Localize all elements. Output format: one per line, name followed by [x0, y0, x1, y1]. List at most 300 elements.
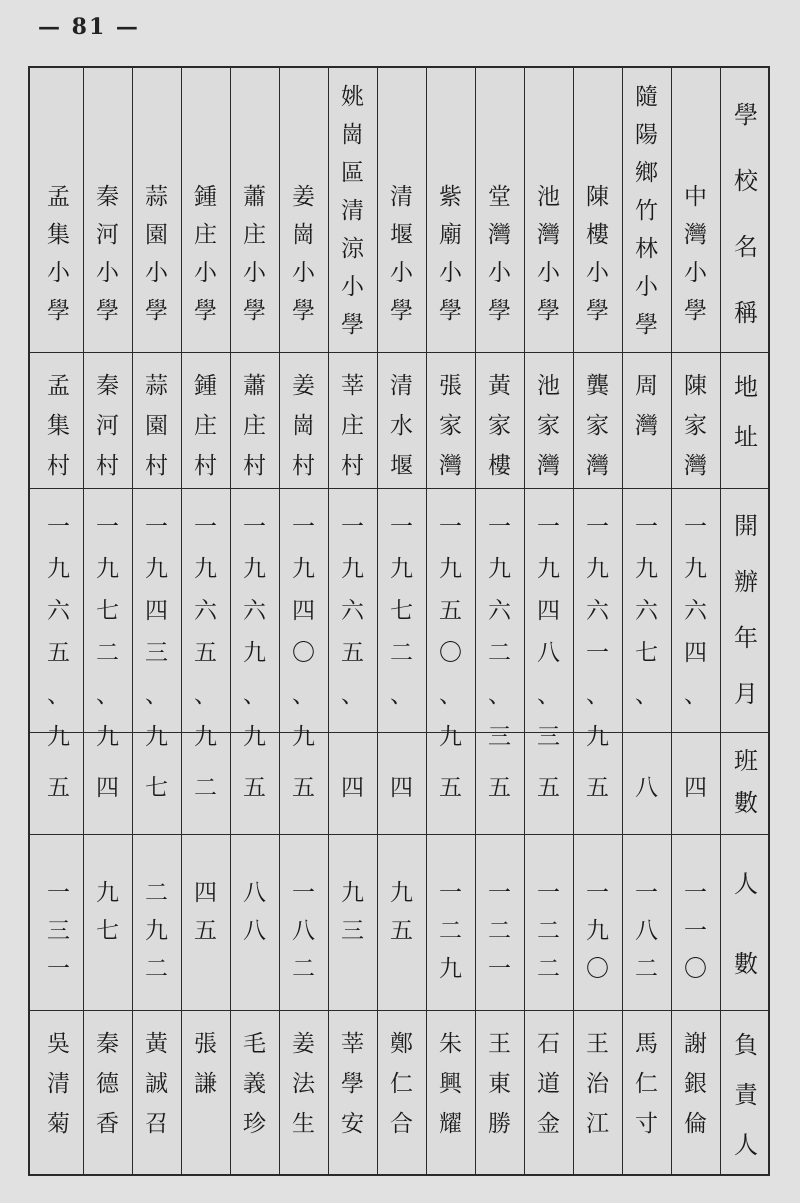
header-char: 數 [734, 950, 758, 978]
students-cell-char: 八 [243, 880, 266, 906]
header-char: 月 [734, 680, 758, 708]
founded-cell-char: 五 [194, 640, 217, 666]
founded-cell-char: 、 [341, 682, 364, 708]
head-cell-char: 黃 [145, 1031, 168, 1057]
students-cell-char: 二 [145, 880, 168, 906]
header-char: 年 [734, 624, 758, 652]
header-char: 稱 [734, 299, 758, 327]
students-cell-char: 一 [684, 880, 707, 906]
address-cell-char: 集 [47, 413, 70, 439]
head-cell [132, 1010, 181, 1178]
students-cell [279, 834, 328, 1010]
founded-cell-char: 四 [145, 598, 168, 624]
header-head [720, 1010, 772, 1178]
founded-cell-char: 五 [341, 640, 364, 666]
name-cell [377, 68, 426, 352]
name-cell-char: 崗 [292, 222, 315, 248]
students-cell-char: 九 [341, 880, 364, 906]
founded-cell-char: 九 [390, 556, 413, 582]
name-cell-char: 學 [243, 298, 266, 324]
address-cell-char: 張 [439, 373, 462, 399]
founded-cell-char: 、 [488, 682, 511, 708]
founded-cell-char: 四 [537, 598, 560, 624]
head-cell-char: 治 [586, 1071, 609, 1097]
address-cell [573, 352, 622, 488]
name-cell-char: 竹 [635, 198, 658, 224]
address-cell [426, 352, 475, 488]
founded-cell-char: 六 [488, 598, 511, 624]
name-cell-char: 林 [635, 236, 658, 262]
founded-cell-char: 一 [635, 514, 658, 540]
founded-cell [328, 488, 377, 732]
name-cell-char: 小 [488, 260, 511, 286]
founded-cell-char: 、 [194, 682, 217, 708]
address-cell [671, 352, 720, 488]
address-cell-char: 家 [537, 413, 560, 439]
address-cell-char: 莘 [341, 373, 364, 399]
founded-cell-char: 一 [96, 514, 119, 540]
name-cell-char: 樓 [586, 222, 609, 248]
founded-cell-char: 六 [47, 598, 70, 624]
header-char: 人 [734, 870, 758, 898]
name-cell-char: 學 [341, 312, 364, 338]
name-cell-char: 學 [96, 298, 119, 324]
classes-cell [671, 732, 720, 834]
head-cell-char: 東 [488, 1071, 511, 1097]
founded-cell-char: 〇 [439, 640, 462, 666]
head-cell [230, 1010, 279, 1178]
classes-cell-char: 五 [292, 775, 315, 801]
head-cell-char: 合 [390, 1111, 413, 1137]
founded-cell-char: 九 [439, 556, 462, 582]
header-name [720, 68, 772, 352]
classes-cell-char: 二 [194, 775, 217, 801]
address-cell [34, 352, 83, 488]
address-cell-char: 秦 [96, 373, 119, 399]
name-cell-char: 集 [47, 222, 70, 248]
students-cell-char: 四 [194, 880, 217, 906]
founded-cell-char: 二 [488, 640, 511, 666]
students-cell-char: 二 [145, 956, 168, 982]
founded-cell-char: 六 [635, 598, 658, 624]
students-cell-char: 九 [439, 956, 462, 982]
head-cell-char: 吳 [47, 1031, 70, 1057]
address-cell-char: 孟 [47, 373, 70, 399]
address-cell-char: 灣 [635, 413, 658, 439]
header-char: 人 [734, 1131, 758, 1159]
founded-cell-char: 四 [292, 598, 315, 624]
students-cell-char: 一 [684, 918, 707, 944]
founded-cell-char: 六 [586, 598, 609, 624]
head-cell-char: 興 [439, 1071, 462, 1097]
head-cell-char: 香 [96, 1111, 119, 1137]
header-char: 開 [734, 512, 758, 540]
students-cell-char: 三 [47, 918, 70, 944]
founded-cell-char: 九 [145, 556, 168, 582]
address-cell [181, 352, 230, 488]
name-cell-char: 小 [439, 260, 462, 286]
classes-cell [524, 732, 573, 834]
name-cell-char: 鍾 [194, 184, 217, 210]
students-cell [34, 834, 83, 1010]
students-cell-char: 八 [635, 918, 658, 944]
students-cell-char: 一 [635, 880, 658, 906]
founded-cell-char: 九 [292, 556, 315, 582]
classes-cell [83, 732, 132, 834]
founded-cell-char: 七 [390, 598, 413, 624]
founded-cell-char: 一 [292, 514, 315, 540]
address-cell-char: 堰 [390, 453, 413, 479]
address-cell-char: 河 [96, 413, 119, 439]
name-cell-char: 學 [635, 312, 658, 338]
name-cell-char: 清 [341, 198, 364, 224]
header-char: 責 [734, 1081, 758, 1109]
founded-cell [622, 488, 671, 732]
founded-cell-char: 二 [390, 640, 413, 666]
address-cell-char: 蕭 [243, 373, 266, 399]
name-cell-char: 鄉 [635, 160, 658, 186]
name-cell-char: 蕭 [243, 184, 266, 210]
founded-cell-char: 九 [243, 556, 266, 582]
founded-cell-char: 〇 [292, 640, 315, 666]
head-cell-char: 王 [488, 1031, 511, 1057]
name-cell [573, 68, 622, 352]
founded-cell-char: 五 [439, 598, 462, 624]
address-cell-char: 崗 [292, 413, 315, 439]
name-cell-char: 學 [537, 298, 560, 324]
students-cell-char: 五 [390, 918, 413, 944]
students-cell-char: 二 [635, 956, 658, 982]
founded-cell-char: 九 [243, 724, 266, 750]
name-cell-char: 涼 [341, 236, 364, 262]
students-cell-char: 一 [488, 880, 511, 906]
name-cell-char: 小 [243, 260, 266, 286]
founded-cell-char: 一 [488, 514, 511, 540]
address-cell [83, 352, 132, 488]
header-char: 校 [734, 167, 758, 195]
header-char: 名 [734, 233, 758, 261]
head-cell-char: 道 [537, 1071, 560, 1097]
address-cell-char: 庄 [194, 413, 217, 439]
classes-cell-char: 四 [96, 775, 119, 801]
students-cell-char: 一 [537, 880, 560, 906]
address-cell-char: 庄 [243, 413, 266, 439]
founded-cell-char: 一 [586, 640, 609, 666]
founded-cell-char: 、 [439, 682, 462, 708]
classes-cell-char: 四 [390, 775, 413, 801]
students-cell-char: 二 [537, 956, 560, 982]
head-cell-char: 菊 [47, 1111, 70, 1137]
students-cell-char: 二 [537, 918, 560, 944]
head-cell-char: 銀 [684, 1071, 707, 1097]
students-cell-char: 〇 [586, 956, 609, 982]
head-cell-char: 倫 [684, 1111, 707, 1137]
head-cell [34, 1010, 83, 1178]
classes-cell-char: 七 [145, 775, 168, 801]
name-cell [132, 68, 181, 352]
name-cell-char: 小 [684, 260, 707, 286]
head-cell-char: 寸 [635, 1111, 658, 1137]
address-cell-char: 村 [47, 453, 70, 479]
head-cell [524, 1010, 573, 1178]
name-cell-char: 小 [47, 260, 70, 286]
head-cell [475, 1010, 524, 1178]
founded-cell-char: 、 [586, 682, 609, 708]
address-cell-char: 灣 [586, 453, 609, 479]
address-cell-char: 村 [292, 453, 315, 479]
founded-cell-char: 一 [586, 514, 609, 540]
header-char: 址 [734, 423, 758, 451]
founded-cell-char: 一 [243, 514, 266, 540]
founded-cell-char: 七 [635, 640, 658, 666]
students-cell-char: 一 [292, 880, 315, 906]
header-char: 辦 [734, 568, 758, 596]
address-cell [524, 352, 573, 488]
name-cell-char: 隨 [635, 84, 658, 110]
head-cell-char: 德 [96, 1071, 119, 1097]
name-cell-char: 灣 [488, 222, 511, 248]
classes-cell-char: 五 [488, 775, 511, 801]
name-cell-char: 小 [390, 260, 413, 286]
address-cell [279, 352, 328, 488]
page-number: — 81 — [38, 14, 140, 40]
name-cell [83, 68, 132, 352]
classes-cell-char: 五 [243, 775, 266, 801]
head-cell-char: 王 [586, 1031, 609, 1057]
founded-cell [230, 488, 279, 750]
classes-cell-char: 八 [635, 775, 658, 801]
address-cell-char: 清 [390, 373, 413, 399]
name-cell-char: 中 [684, 184, 707, 210]
address-cell-char: 水 [390, 413, 413, 439]
students-cell-char: 八 [243, 918, 266, 944]
founded-cell [83, 488, 132, 750]
students-cell [426, 834, 475, 1010]
students-cell [475, 834, 524, 1010]
founded-cell-char: 、 [635, 682, 658, 708]
address-cell-char: 蒜 [145, 373, 168, 399]
classes-cell [426, 732, 475, 834]
name-cell-char: 園 [145, 222, 168, 248]
students-cell-char: 三 [341, 918, 364, 944]
name-cell-char: 小 [145, 260, 168, 286]
students-cell-char: 二 [488, 918, 511, 944]
founded-cell-char: 、 [47, 682, 70, 708]
head-cell-char: 金 [537, 1111, 560, 1137]
name-cell [671, 68, 720, 352]
head-cell-char: 學 [341, 1071, 364, 1097]
founded-cell [475, 488, 524, 750]
head-cell-char: 生 [292, 1111, 315, 1137]
address-cell-char: 家 [439, 413, 462, 439]
students-cell-char: 一 [488, 956, 511, 982]
name-cell-char: 庄 [194, 222, 217, 248]
head-cell-char: 張 [194, 1031, 217, 1057]
head-cell-char: 耀 [439, 1111, 462, 1137]
name-cell-char: 廟 [439, 222, 462, 248]
head-cell-char: 勝 [488, 1111, 511, 1137]
name-cell-char: 學 [390, 298, 413, 324]
classes-cell [230, 732, 279, 834]
classes-cell-char: 五 [47, 775, 70, 801]
founded-cell-char: 、 [390, 682, 413, 708]
head-cell-char: 清 [47, 1071, 70, 1097]
students-cell-char: 一 [47, 880, 70, 906]
name-cell [622, 68, 671, 352]
address-cell-char: 周 [635, 373, 658, 399]
name-cell-char: 灣 [684, 222, 707, 248]
address-cell-char: 黃 [488, 373, 511, 399]
head-cell [671, 1010, 720, 1178]
name-cell [426, 68, 475, 352]
students-cell-char: 二 [292, 956, 315, 982]
name-cell-char: 河 [96, 222, 119, 248]
founded-cell-char: 、 [292, 682, 315, 708]
name-cell-char: 姜 [292, 184, 315, 210]
head-cell-char: 仁 [635, 1071, 658, 1097]
students-cell-char: 七 [96, 918, 119, 944]
head-cell-char: 江 [586, 1111, 609, 1137]
founded-cell-char: 一 [145, 514, 168, 540]
founded-cell-char: 七 [96, 598, 119, 624]
founded-cell-char: 一 [194, 514, 217, 540]
founded-cell-char: 、 [537, 682, 560, 708]
classes-cell-char: 五 [537, 775, 560, 801]
founded-cell-char: 六 [684, 598, 707, 624]
head-cell-char: 毛 [243, 1031, 266, 1057]
head-cell-char: 秦 [96, 1031, 119, 1057]
founded-cell [573, 488, 622, 750]
name-cell-char: 學 [488, 298, 511, 324]
classes-cell [377, 732, 426, 834]
students-cell-char: 一 [47, 956, 70, 982]
name-cell-char: 陽 [635, 122, 658, 148]
header-char: 負 [734, 1031, 758, 1059]
classes-cell [279, 732, 328, 834]
head-cell [377, 1010, 426, 1178]
students-cell [671, 834, 720, 1010]
name-cell-char: 陳 [586, 184, 609, 210]
founded-cell-char: 、 [684, 682, 707, 708]
head-cell-char: 法 [292, 1071, 315, 1097]
name-cell [279, 68, 328, 352]
header-char: 地 [734, 373, 758, 401]
classes-cell-char: 四 [684, 775, 707, 801]
classes-cell [573, 732, 622, 834]
students-cell [230, 834, 279, 1010]
founded-cell-char: 一 [439, 514, 462, 540]
founded-cell-char: 八 [537, 640, 560, 666]
students-cell [377, 834, 426, 1010]
students-cell [181, 834, 230, 1010]
founded-cell-char: 九 [194, 556, 217, 582]
founded-cell-char: 二 [96, 640, 119, 666]
head-cell-char: 謙 [194, 1071, 217, 1097]
address-cell-char: 家 [684, 413, 707, 439]
address-cell-char: 家 [488, 413, 511, 439]
classes-cell [328, 732, 377, 834]
founded-cell-char: 九 [47, 724, 70, 750]
name-cell [34, 68, 83, 352]
name-cell [328, 68, 377, 352]
name-cell-char: 區 [341, 160, 364, 186]
students-cell [524, 834, 573, 1010]
header-char: 數 [734, 789, 758, 817]
head-cell-char: 珍 [243, 1111, 266, 1137]
founded-cell-char: 九 [586, 556, 609, 582]
name-cell-char: 學 [145, 298, 168, 324]
head-cell [279, 1010, 328, 1178]
founded-cell-char: 一 [390, 514, 413, 540]
name-cell-char: 紫 [439, 184, 462, 210]
founded-cell [132, 488, 181, 750]
address-cell [622, 352, 671, 488]
founded-cell-char: 九 [684, 556, 707, 582]
address-cell-char: 龔 [586, 373, 609, 399]
name-cell [475, 68, 524, 352]
head-cell [622, 1010, 671, 1178]
name-cell-char: 堰 [390, 222, 413, 248]
name-cell-char: 秦 [96, 184, 119, 210]
name-cell-char: 蒜 [145, 184, 168, 210]
students-cell-char: 九 [145, 918, 168, 944]
founded-cell-char: 九 [292, 724, 315, 750]
students-cell [622, 834, 671, 1010]
name-cell [181, 68, 230, 352]
address-cell-char: 村 [194, 453, 217, 479]
founded-cell-char: 三 [488, 724, 511, 750]
founded-cell-char: 一 [684, 514, 707, 540]
founded-cell-char: 六 [341, 598, 364, 624]
head-cell-char: 石 [537, 1031, 560, 1057]
name-cell-char: 池 [537, 184, 560, 210]
head-cell [573, 1010, 622, 1178]
founded-cell-char: 九 [194, 724, 217, 750]
address-cell-char: 村 [243, 453, 266, 479]
header-students [720, 834, 772, 1010]
address-cell [230, 352, 279, 488]
address-cell-char: 灣 [537, 453, 560, 479]
address-cell-char: 灣 [439, 453, 462, 479]
address-cell-char: 村 [341, 453, 364, 479]
founded-cell-char: 九 [341, 556, 364, 582]
address-cell-char: 庄 [341, 413, 364, 439]
address-cell-char: 園 [145, 413, 168, 439]
head-cell-char: 誠 [145, 1071, 168, 1097]
founded-cell [524, 488, 573, 750]
name-cell-char: 小 [586, 260, 609, 286]
name-cell-char: 學 [684, 298, 707, 324]
name-cell-char: 姚 [341, 84, 364, 110]
name-cell [230, 68, 279, 352]
students-cell-char: 五 [194, 918, 217, 944]
founded-cell-char: 六 [243, 598, 266, 624]
founded-cell-char: 九 [96, 556, 119, 582]
founded-cell [426, 488, 475, 750]
name-cell-char: 學 [439, 298, 462, 324]
founded-cell [377, 488, 426, 732]
head-cell-char: 召 [145, 1111, 168, 1137]
name-cell-char: 小 [537, 260, 560, 286]
address-cell-char: 鍾 [194, 373, 217, 399]
classes-cell [181, 732, 230, 834]
name-cell-char: 學 [292, 298, 315, 324]
address-cell-char: 村 [96, 453, 119, 479]
head-cell [328, 1010, 377, 1178]
students-cell-char: 一 [586, 880, 609, 906]
founded-cell-char: 、 [243, 682, 266, 708]
name-cell-char: 學 [194, 298, 217, 324]
